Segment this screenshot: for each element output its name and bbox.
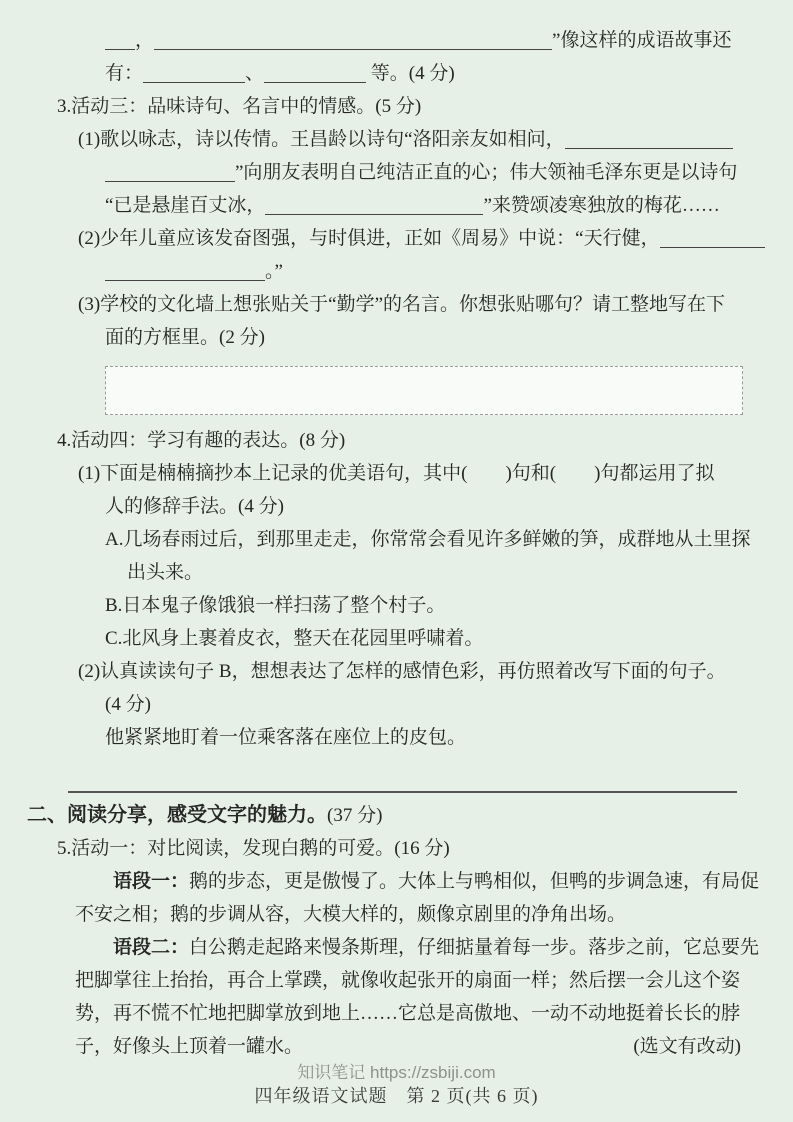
fill-in-blank bbox=[565, 147, 733, 149]
fill-in-blank bbox=[105, 180, 235, 182]
text-segment: 把脚掌往上抬抬，再合上掌蹼，就像收起张开的扇面一样；然后摆一会儿这个姿 bbox=[75, 970, 741, 991]
text-line bbox=[0, 457, 793, 490]
text-segment: B.日本鬼子像饿狼一样扫荡了整个村子。 bbox=[105, 595, 446, 616]
text-segment: (3)学校的文化墙上想张贴关于“勤学”的名言。你想张贴哪句？请工整地写在下 bbox=[78, 294, 726, 315]
source-note: (选文有改动) bbox=[633, 1036, 741, 1057]
text-line bbox=[0, 90, 793, 123]
text-line bbox=[0, 721, 793, 754]
bold-label: 语段一： bbox=[113, 871, 190, 892]
text-line bbox=[0, 222, 793, 255]
text-segment: 人的修辞手法。(4 分) bbox=[105, 496, 284, 517]
text-line bbox=[0, 156, 793, 189]
text-line bbox=[0, 865, 793, 898]
text-segment: 4.活动四：学习有趣的表达。(8 分) bbox=[57, 430, 346, 451]
text-line bbox=[0, 589, 793, 622]
fill-in-blank bbox=[143, 81, 245, 83]
text-segment: (1)下面是楠楠摘抄本上记录的优美语句，其中( )句和( )句都运用了拟 bbox=[78, 463, 715, 484]
text-segment: 面的方框里。(2 分) bbox=[105, 327, 265, 348]
text-segment: 等。(4 分) bbox=[366, 63, 455, 84]
watermark: 知识笔记 https://zsbiji.com bbox=[297, 1063, 496, 1082]
text-segment: A.几场春雨过后，到那里走走，你常常会看见许多鲜嫩的笋，成群地从土里探 bbox=[105, 529, 751, 550]
text-segment: 有： bbox=[105, 63, 144, 84]
text-segment: 他紧紧地盯着一位乘客落在座位上的皮包。 bbox=[105, 727, 467, 748]
bold-label: 语段二： bbox=[113, 937, 190, 958]
text-line bbox=[0, 622, 793, 655]
text-line bbox=[0, 189, 793, 222]
text-line bbox=[0, 655, 793, 688]
fill-in-blank bbox=[264, 81, 366, 83]
text-segment: 5.活动一：对比阅读，发现白鹅的可爱。(16 分) bbox=[57, 838, 450, 859]
fill-in-blank bbox=[265, 213, 483, 215]
answer-box bbox=[105, 366, 743, 415]
page-number-info: 四年级语文试题 第 2 页(共 6 页) bbox=[254, 1086, 539, 1106]
text-segment: C.北风身上裹着皮衣，整天在花园里呼啸着。 bbox=[105, 628, 484, 649]
text-segment: (37 分) bbox=[327, 805, 383, 826]
text-segment: (2)少年儿童应该发奋图强，与时俱进，正如《周易》中说：“天行健， bbox=[78, 228, 660, 249]
text-segment: 不安之相；鹅的步调从容，大模大样的，颇像京剧里的净角出场。 bbox=[75, 904, 627, 925]
text-line bbox=[0, 832, 793, 865]
text-segment: 子，好像头上顶着一罐水。 bbox=[75, 1036, 304, 1057]
text-segment: 势，再不慌不忙地把脚掌放到地上……它总是高傲地、一动不动地挺着长长的脖 bbox=[75, 1003, 741, 1024]
fill-in-blank bbox=[105, 48, 135, 50]
text-segment: “已是悬崖百丈冰， bbox=[105, 195, 266, 216]
text-line bbox=[0, 898, 793, 931]
text-line bbox=[0, 490, 793, 523]
text-line bbox=[0, 1030, 793, 1063]
bold-label: 二、阅读分享，感受文字的魅力。 bbox=[27, 804, 327, 826]
text-line bbox=[0, 57, 793, 90]
text-segment: 鹅的步态，更是傲慢了。大体上与鸭相似，但鸭的步调急速，有局促 bbox=[189, 871, 760, 892]
text-line bbox=[0, 288, 793, 321]
text-line bbox=[0, 799, 793, 832]
text-line bbox=[0, 964, 793, 997]
text-segment: ， bbox=[135, 30, 155, 51]
text-line bbox=[0, 931, 793, 964]
text-segment: 。” bbox=[265, 261, 283, 282]
text-segment: 白公鹅走起路来慢条斯理，仔细掂量着每一步。落步之前，它总要先 bbox=[189, 937, 760, 958]
fill-in-blank bbox=[105, 279, 265, 281]
text-line bbox=[0, 424, 793, 457]
text-segment: ”来赞颂凌寒独放的梅花…… bbox=[483, 195, 720, 216]
text-line bbox=[0, 997, 793, 1030]
text-line bbox=[0, 255, 793, 288]
text-line bbox=[0, 556, 793, 589]
text-segment: 出头来。 bbox=[127, 562, 204, 583]
text-segment: (4 分) bbox=[105, 694, 151, 715]
text-segment: ”像这样的成语故事还 bbox=[552, 30, 732, 51]
text-segment: ”向朋友表明自己纯洁正直的心；伟大领袖毛泽东更是以诗句 bbox=[235, 162, 738, 183]
page-footer bbox=[0, 1062, 793, 1108]
fill-in-blank bbox=[660, 246, 765, 248]
text-segment: 3.活动三：品味诗句、名言中的情感。(5 分) bbox=[57, 96, 422, 117]
text-line bbox=[0, 688, 793, 721]
text-line bbox=[0, 123, 793, 156]
text-segment: 、 bbox=[245, 63, 265, 84]
text-line bbox=[0, 321, 793, 354]
text-segment: (2)认真读读句子 B，想想表达了怎样的感情色彩，再仿照着改写下面的句子。 bbox=[78, 661, 726, 682]
text-segment: (1)歌以咏志，诗以传情。王昌龄以诗句“洛阳亲友如相问， bbox=[78, 129, 565, 150]
text-line bbox=[0, 523, 793, 556]
text-line bbox=[0, 24, 793, 57]
fill-in-blank bbox=[154, 48, 552, 50]
answer-writing-line bbox=[68, 791, 737, 793]
